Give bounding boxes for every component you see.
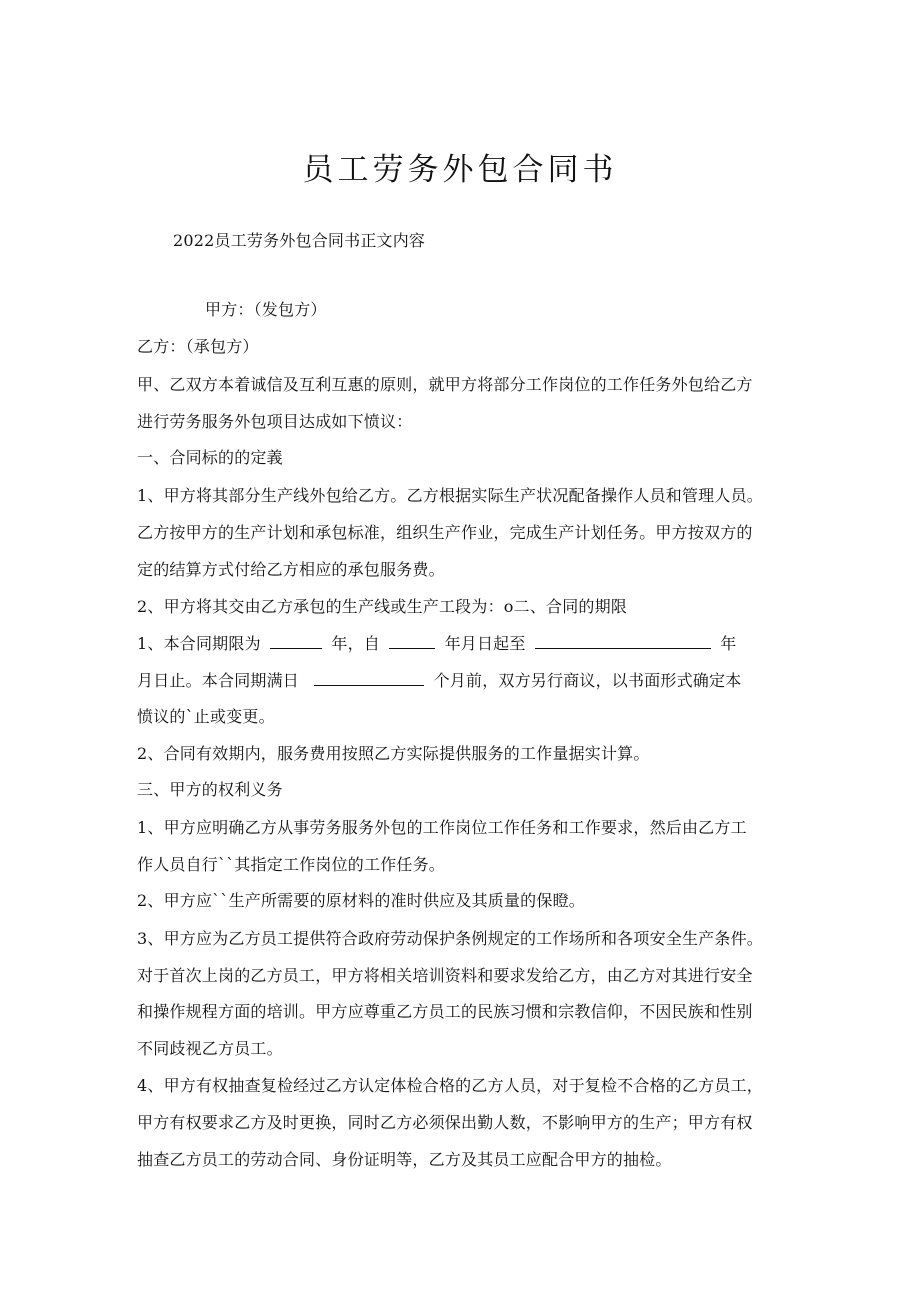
section-3-item-3-line-2: 对于首次上岗的乙方员工，甲方将相关培训资料和要求发给乙方，由乙方对其进行安全	[137, 966, 753, 985]
section-3-item-3-line-3: 和操作规程方面的培训。甲方应尊重乙方员工的民族习惯和宗教信仰，不因民族和性别	[137, 1002, 753, 1021]
document-subtitle: 2022员工劳务外包合同书正文内容	[173, 231, 426, 250]
section-1-item-1-line-2: 乙方按甲方的生产计划和承包标准，组织生产作业，完成生产计划任务。甲方按双方的	[137, 523, 753, 542]
term-line-1-text-3: 年月日起至	[444, 634, 526, 653]
section-1-item-1-line-3: 定的结算方式付给乙方相应的承包服务费。	[137, 560, 445, 579]
term-line-1-text-1: 1、本合同期限为	[137, 634, 261, 653]
section-3-item-4-line-3: 抽查乙方员工的劳动合同、身份证明等，乙方及其员工应配合甲方的抽检。	[137, 1150, 672, 1169]
term-line-2-text-2: 个月前，双方另行商议，以书面形式确定本	[433, 671, 742, 690]
term-line-2	[137, 670, 741, 691]
section-3-item-4-line-2: 甲方有权要求乙方及时更换，同时乙方必须保出勤人数，不影响甲方的生产；甲方有权	[137, 1113, 753, 1132]
notice-months-blank	[314, 670, 424, 686]
section-2-item-2: 2、合同有效期内，服务费用按照乙方实际提供服务的工作量据实计算。	[137, 744, 650, 763]
party-a-line: 甲方：（发包方）	[205, 300, 327, 319]
term-line-3: 愤议的`止或变更。	[137, 707, 275, 726]
end-date-blank	[535, 633, 711, 649]
section-3-item-2: 2、甲方应``生产所需要的原材料的准时供应及其质量的保瞪。	[137, 891, 585, 910]
section-1-item-1-line-1: 1、甲方将其部分生产线外包给乙方。乙方根据实际生产状况配备操作人员和管理人员。	[137, 486, 763, 505]
term-line-2-text-1: 月日止。本合同期满日	[137, 671, 300, 690]
document-title: 员工劳务外包合同书	[302, 152, 618, 188]
term-line-1	[137, 633, 736, 654]
section-3-item-3-line-4: 不同歧视乙方员工。	[137, 1039, 283, 1058]
term-line-1-text-2: 年，自	[331, 634, 380, 653]
section-3-item-4-line-1: 4、甲方有权抽查复检经过乙方认定体检合格的乙方人员，对于复检不合格的乙方员工，	[137, 1076, 763, 1095]
section-3-item-1-line-2: 作人员自行``其指定工作岗位的工作任务。	[137, 855, 446, 874]
section-3-item-1-line-1: 1、甲方应明确乙方从事劳务服务外包的工作岗位工作任务和工作要求，然后由乙方工	[137, 818, 747, 837]
section-3-item-3-line-1: 3、甲方应为乙方员工提供符合政府劳动保护条例规定的工作场所和各项安全生产条件。	[137, 929, 763, 948]
start-year-blank	[389, 633, 435, 649]
party-b-line: 乙方：（承包方）	[137, 337, 259, 356]
section-1-item-2: 2、甲方将其交由乙方承包的生产线或生产工段为：o二、合同的期限	[137, 597, 628, 616]
section-3-heading: 三、甲方的权利义务	[137, 780, 283, 799]
section-1-heading: 一、合同标的的定義	[137, 448, 283, 467]
intro-line-2: 进行劳务服务外包项目达成如下愤议：	[137, 412, 413, 431]
intro-line-1: 甲、乙双方本着诚信及互利互惠的原则，就甲方将部分工作岗位的工作任务外包给乙方	[137, 375, 753, 394]
term-years-blank	[270, 633, 322, 649]
term-line-1-text-4: 年	[720, 634, 737, 653]
